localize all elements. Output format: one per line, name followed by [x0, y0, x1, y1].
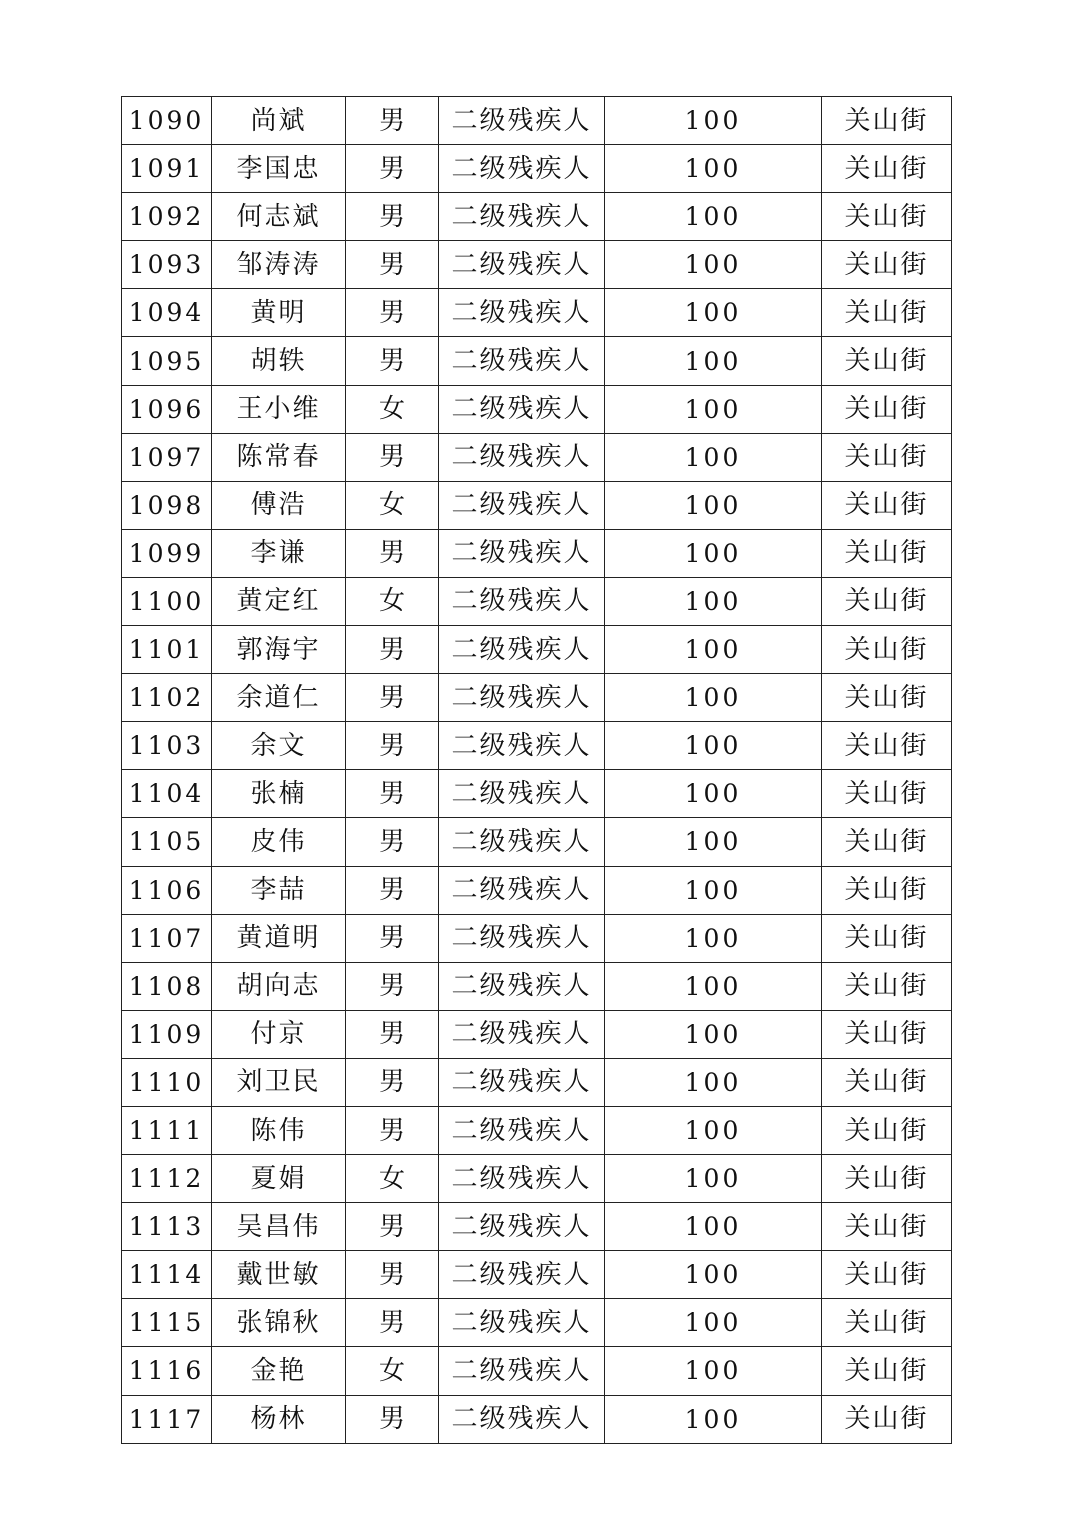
gender-cell: 女	[346, 385, 439, 433]
gender-cell: 男	[346, 722, 439, 770]
name-cell: 陈伟	[212, 1106, 346, 1154]
amount-cell: 100	[605, 481, 822, 529]
row-number-cell: 1103	[122, 722, 212, 770]
street-cell: 关山街	[822, 1155, 952, 1203]
category-cell: 二级残疾人	[439, 1155, 605, 1203]
row-number-cell: 1113	[122, 1203, 212, 1251]
table-row	[122, 866, 952, 914]
name-cell: 金艳	[212, 1347, 346, 1395]
row-number-cell: 1117	[122, 1395, 212, 1443]
amount-cell: 100	[605, 1203, 822, 1251]
amount-cell: 100	[605, 626, 822, 674]
category-cell: 二级残疾人	[439, 626, 605, 674]
name-cell: 尚斌	[212, 97, 346, 145]
gender-cell: 男	[346, 866, 439, 914]
table-row	[122, 1347, 952, 1395]
row-number-cell: 1116	[122, 1347, 212, 1395]
roster-body	[122, 97, 952, 1444]
table-row	[122, 770, 952, 818]
table-row	[122, 145, 952, 193]
table-row	[122, 1010, 952, 1058]
table-row	[122, 433, 952, 481]
name-cell: 李谦	[212, 529, 346, 577]
gender-cell: 女	[346, 481, 439, 529]
amount-cell: 100	[605, 1155, 822, 1203]
category-cell: 二级残疾人	[439, 962, 605, 1010]
street-cell: 关山街	[822, 433, 952, 481]
gender-cell: 男	[346, 1106, 439, 1154]
gender-cell: 女	[346, 577, 439, 625]
category-cell: 二级残疾人	[439, 1106, 605, 1154]
category-cell: 二级残疾人	[439, 1058, 605, 1106]
amount-cell: 100	[605, 145, 822, 193]
gender-cell: 男	[346, 1203, 439, 1251]
gender-cell: 男	[346, 529, 439, 577]
street-cell: 关山街	[822, 385, 952, 433]
street-cell: 关山街	[822, 1058, 952, 1106]
gender-cell: 男	[346, 1058, 439, 1106]
table-row	[122, 193, 952, 241]
table-row	[122, 241, 952, 289]
street-cell: 关山街	[822, 1203, 952, 1251]
category-cell: 二级残疾人	[439, 914, 605, 962]
name-cell: 胡轶	[212, 337, 346, 385]
table-row	[122, 914, 952, 962]
row-number-cell: 1101	[122, 626, 212, 674]
street-cell: 关山街	[822, 289, 952, 337]
amount-cell: 100	[605, 433, 822, 481]
name-cell: 陈常春	[212, 433, 346, 481]
row-number-cell: 1100	[122, 577, 212, 625]
street-cell: 关山街	[822, 914, 952, 962]
amount-cell: 100	[605, 289, 822, 337]
name-cell: 刘卫民	[212, 1058, 346, 1106]
street-cell: 关山街	[822, 1106, 952, 1154]
amount-cell: 100	[605, 385, 822, 433]
street-cell: 关山街	[822, 529, 952, 577]
table-row	[122, 962, 952, 1010]
table-row	[122, 674, 952, 722]
name-cell: 杨林	[212, 1395, 346, 1443]
amount-cell: 100	[605, 914, 822, 962]
amount-cell: 100	[605, 818, 822, 866]
gender-cell: 女	[346, 1347, 439, 1395]
amount-cell: 100	[605, 674, 822, 722]
street-cell: 关山街	[822, 337, 952, 385]
row-number-cell: 1115	[122, 1299, 212, 1347]
name-cell: 李国忠	[212, 145, 346, 193]
category-cell: 二级残疾人	[439, 1347, 605, 1395]
row-number-cell: 1114	[122, 1251, 212, 1299]
name-cell: 戴世敏	[212, 1251, 346, 1299]
street-cell: 关山街	[822, 481, 952, 529]
gender-cell: 男	[346, 145, 439, 193]
row-number-cell: 1111	[122, 1106, 212, 1154]
category-cell: 二级残疾人	[439, 1203, 605, 1251]
category-cell: 二级残疾人	[439, 145, 605, 193]
name-cell: 皮伟	[212, 818, 346, 866]
street-cell: 关山街	[822, 1251, 952, 1299]
gender-cell: 男	[346, 289, 439, 337]
street-cell: 关山街	[822, 770, 952, 818]
name-cell: 余道仁	[212, 674, 346, 722]
amount-cell: 100	[605, 193, 822, 241]
category-cell: 二级残疾人	[439, 1299, 605, 1347]
row-number-cell: 1097	[122, 433, 212, 481]
name-cell: 李喆	[212, 866, 346, 914]
gender-cell: 男	[346, 337, 439, 385]
gender-cell: 男	[346, 1251, 439, 1299]
category-cell: 二级残疾人	[439, 770, 605, 818]
row-number-cell: 1096	[122, 385, 212, 433]
gender-cell: 男	[346, 674, 439, 722]
name-cell: 付京	[212, 1010, 346, 1058]
name-cell: 邹涛涛	[212, 241, 346, 289]
category-cell: 二级残疾人	[439, 337, 605, 385]
amount-cell: 100	[605, 577, 822, 625]
category-cell: 二级残疾人	[439, 385, 605, 433]
table-row	[122, 1155, 952, 1203]
street-cell: 关山街	[822, 241, 952, 289]
table-row	[122, 1251, 952, 1299]
row-number-cell: 1110	[122, 1058, 212, 1106]
name-cell: 郭海宇	[212, 626, 346, 674]
table-row	[122, 818, 952, 866]
street-cell: 关山街	[822, 145, 952, 193]
street-cell: 关山街	[822, 1347, 952, 1395]
category-cell: 二级残疾人	[439, 289, 605, 337]
amount-cell: 100	[605, 1347, 822, 1395]
name-cell: 余文	[212, 722, 346, 770]
name-cell: 吴昌伟	[212, 1203, 346, 1251]
category-cell: 二级残疾人	[439, 866, 605, 914]
row-number-cell: 1112	[122, 1155, 212, 1203]
name-cell: 张楠	[212, 770, 346, 818]
table-row	[122, 481, 952, 529]
name-cell: 黄道明	[212, 914, 346, 962]
amount-cell: 100	[605, 1010, 822, 1058]
amount-cell: 100	[605, 722, 822, 770]
name-cell: 何志斌	[212, 193, 346, 241]
category-cell: 二级残疾人	[439, 97, 605, 145]
amount-cell: 100	[605, 1058, 822, 1106]
table-row	[122, 722, 952, 770]
table-row	[122, 1299, 952, 1347]
table-row	[122, 385, 952, 433]
table-row	[122, 577, 952, 625]
street-cell: 关山街	[822, 722, 952, 770]
category-cell: 二级残疾人	[439, 1251, 605, 1299]
category-cell: 二级残疾人	[439, 818, 605, 866]
name-cell: 黄定红	[212, 577, 346, 625]
row-number-cell: 1093	[122, 241, 212, 289]
gender-cell: 男	[346, 241, 439, 289]
gender-cell: 男	[346, 97, 439, 145]
name-cell: 王小维	[212, 385, 346, 433]
category-cell: 二级残疾人	[439, 193, 605, 241]
category-cell: 二级残疾人	[439, 481, 605, 529]
street-cell: 关山街	[822, 193, 952, 241]
table-row	[122, 1106, 952, 1154]
row-number-cell: 1107	[122, 914, 212, 962]
row-number-cell: 1102	[122, 674, 212, 722]
table-row	[122, 337, 952, 385]
amount-cell: 100	[605, 866, 822, 914]
table-row	[122, 626, 952, 674]
name-cell: 张锦秋	[212, 1299, 346, 1347]
street-cell: 关山街	[822, 962, 952, 1010]
name-cell: 黄明	[212, 289, 346, 337]
category-cell: 二级残疾人	[439, 674, 605, 722]
row-number-cell: 1095	[122, 337, 212, 385]
gender-cell: 男	[346, 1395, 439, 1443]
row-number-cell: 1106	[122, 866, 212, 914]
gender-cell: 女	[346, 1155, 439, 1203]
amount-cell: 100	[605, 770, 822, 818]
amount-cell: 100	[605, 97, 822, 145]
street-cell: 关山街	[822, 866, 952, 914]
gender-cell: 男	[346, 193, 439, 241]
category-cell: 二级残疾人	[439, 1395, 605, 1443]
row-number-cell: 1090	[122, 97, 212, 145]
name-cell: 傅浩	[212, 481, 346, 529]
amount-cell: 100	[605, 1299, 822, 1347]
amount-cell: 100	[605, 529, 822, 577]
roster-table	[121, 96, 952, 1444]
gender-cell: 男	[346, 626, 439, 674]
amount-cell: 100	[605, 962, 822, 1010]
street-cell: 关山街	[822, 1395, 952, 1443]
street-cell: 关山街	[822, 626, 952, 674]
category-cell: 二级残疾人	[439, 722, 605, 770]
street-cell: 关山街	[822, 1010, 952, 1058]
name-cell: 胡向志	[212, 962, 346, 1010]
gender-cell: 男	[346, 962, 439, 1010]
street-cell: 关山街	[822, 674, 952, 722]
amount-cell: 100	[605, 241, 822, 289]
amount-cell: 100	[605, 1251, 822, 1299]
street-cell: 关山街	[822, 97, 952, 145]
gender-cell: 男	[346, 1299, 439, 1347]
category-cell: 二级残疾人	[439, 529, 605, 577]
row-number-cell: 1098	[122, 481, 212, 529]
gender-cell: 男	[346, 770, 439, 818]
row-number-cell: 1091	[122, 145, 212, 193]
row-number-cell: 1108	[122, 962, 212, 1010]
table-row	[122, 289, 952, 337]
category-cell: 二级残疾人	[439, 241, 605, 289]
name-cell: 夏娟	[212, 1155, 346, 1203]
row-number-cell: 1094	[122, 289, 212, 337]
amount-cell: 100	[605, 1395, 822, 1443]
table-row	[122, 1395, 952, 1443]
street-cell: 关山街	[822, 577, 952, 625]
row-number-cell: 1104	[122, 770, 212, 818]
gender-cell: 男	[346, 914, 439, 962]
row-number-cell: 1105	[122, 818, 212, 866]
category-cell: 二级残疾人	[439, 577, 605, 625]
street-cell: 关山街	[822, 818, 952, 866]
gender-cell: 男	[346, 1010, 439, 1058]
row-number-cell: 1092	[122, 193, 212, 241]
table-row	[122, 97, 952, 145]
table-row	[122, 1058, 952, 1106]
gender-cell: 男	[346, 433, 439, 481]
table-row	[122, 529, 952, 577]
street-cell: 关山街	[822, 1299, 952, 1347]
row-number-cell: 1099	[122, 529, 212, 577]
gender-cell: 男	[346, 818, 439, 866]
category-cell: 二级残疾人	[439, 433, 605, 481]
amount-cell: 100	[605, 1106, 822, 1154]
amount-cell: 100	[605, 337, 822, 385]
category-cell: 二级残疾人	[439, 1010, 605, 1058]
row-number-cell: 1109	[122, 1010, 212, 1058]
table-row	[122, 1203, 952, 1251]
